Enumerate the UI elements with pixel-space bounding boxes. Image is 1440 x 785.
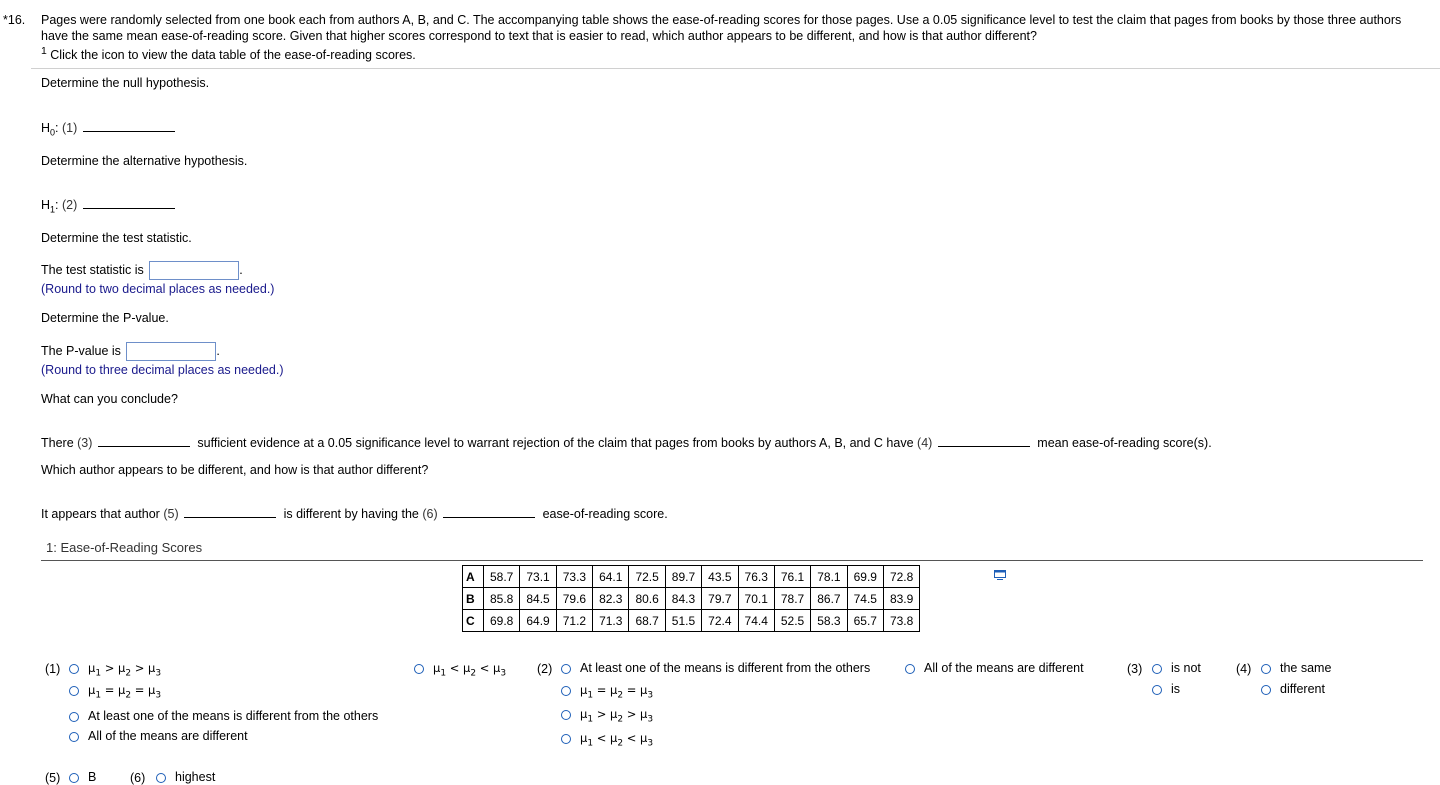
c5-opt-b[interactable]: [69, 770, 96, 784]
table-cell: 79.7: [702, 588, 738, 610]
blank-6-number: (6): [422, 507, 438, 521]
p-label: The P-value is: [41, 343, 121, 358]
mu-eq-text: $\mu_1 = \mu_2 = \mu_3$: [88, 683, 162, 701]
h0-label: $H_0$:: [41, 121, 59, 138]
table-cell: 69.9: [847, 566, 883, 588]
table-rule: [41, 560, 1423, 561]
blank-5[interactable]: [184, 505, 276, 518]
p-line: The P-value is .: [41, 342, 220, 361]
table-cell: 73.3: [556, 566, 592, 588]
choice-3-label: (3): [1127, 662, 1143, 676]
radio-icon[interactable]: [69, 732, 79, 742]
scores-table: [462, 565, 920, 632]
h0-line: [41, 119, 175, 138]
test-statistic-input[interactable]: [149, 261, 239, 280]
table-row: [463, 610, 920, 632]
choice-4-label: (4): [1236, 662, 1252, 676]
c2-atleast-text: At least one of the means is different from the others: [580, 661, 871, 675]
c6-highest-text: highest: [175, 770, 216, 784]
radio-icon[interactable]: [561, 710, 571, 720]
table-cell: 69.8: [484, 610, 520, 632]
table-cell: 79.6: [556, 588, 592, 610]
c1-opt-all[interactable]: [69, 729, 248, 743]
c2-mu-eq-text: $\mu_1 = \mu_2 = \mu_3$: [580, 683, 654, 701]
c1-opt-gt[interactable]: [69, 661, 161, 678]
table-cell: 43.5: [702, 566, 738, 588]
c4-different-text: different: [1280, 682, 1325, 696]
radio-icon[interactable]: [561, 664, 571, 674]
score-end-text: ease-of-reading score.: [542, 507, 668, 521]
table-cell: 84.5: [520, 588, 556, 610]
table-cell: 68.7: [629, 610, 665, 632]
footnote-text: Click the icon to view the data table of the ease-of-reading scores.: [50, 48, 416, 63]
conclusion-line: [41, 434, 1212, 450]
c2-opt-gt[interactable]: [561, 707, 653, 724]
blank-5-number: (5): [163, 507, 179, 521]
p-prompt: Determine the P-value.: [41, 311, 169, 325]
mu-gt-text: $\mu_1 > \mu_2 > \mu_3$: [88, 661, 162, 679]
c3-opt-is[interactable]: [1152, 682, 1180, 696]
blank-3[interactable]: [98, 434, 190, 447]
stat-hint: (Round to two decimal places as needed.): [41, 282, 275, 296]
c2-opt-eq[interactable]: [561, 683, 653, 700]
copy-icon[interactable]: [994, 570, 1006, 580]
c6-opt-highest[interactable]: [156, 770, 215, 784]
stat-prompt: Determine the test statistic.: [41, 231, 192, 245]
question-body: Pages were randomly selected from one book each from authors A, B, and C. The accompanying table shows the ease-of-reading scores for those pages. Use a 0.05 significance level to test the claim that pages from books by those three authors have the same mean ease-of-reading score. Given that higher scores correspond to text that is easier to read, which author appears to be different, and how is that author different?: [41, 13, 1402, 43]
choice-2-label: (2): [537, 662, 553, 676]
table-cell: 72.8: [883, 566, 919, 588]
choice-6-label: (6): [130, 771, 146, 785]
table-cell: 74.4: [738, 610, 774, 632]
table-cell: 64.9: [520, 610, 556, 632]
table-cell: 65.7: [847, 610, 883, 632]
table-cell: 64.1: [593, 566, 629, 588]
separator: [31, 68, 1440, 69]
footnote[interactable]: [41, 44, 1426, 64]
question-text: [41, 13, 1426, 64]
row-label: A: [463, 566, 484, 588]
h1-label: $H_1$:: [41, 198, 59, 215]
author-line: [41, 505, 668, 521]
choice-1-label: (1): [45, 662, 61, 676]
table-cell: 76.3: [738, 566, 774, 588]
c2-opt-atleast[interactable]: [561, 661, 870, 675]
footnote-mark: 1: [41, 46, 47, 57]
blank-2-number: (2): [62, 198, 78, 212]
row-label: B: [463, 588, 484, 610]
c2-all-text: All of the means are different: [924, 661, 1084, 675]
c3-is-text: is: [1171, 682, 1181, 696]
p-hint: (Round to three decimal places as needed.): [41, 363, 284, 377]
blank-1[interactable]: [83, 119, 175, 132]
alt-prompt: Determine the alternative hypothesis.: [41, 154, 248, 168]
c1-all-text: All of the means are different: [88, 729, 248, 743]
table-cell: 70.1: [738, 588, 774, 610]
blank-3-number: (3): [77, 436, 93, 450]
table-cell: 71.3: [593, 610, 629, 632]
there-text: There: [41, 436, 74, 450]
c2-mu-lt-text: $\mu_1 < \mu_2 < \mu_3$: [580, 731, 654, 749]
blank-2[interactable]: [83, 196, 175, 209]
table-cell: 80.6: [629, 588, 665, 610]
table-cell: 72.4: [702, 610, 738, 632]
table-cell: 78.7: [774, 588, 810, 610]
conclude-prompt: What can you conclude?: [41, 392, 178, 406]
table-cell: 58.3: [811, 610, 847, 632]
radio-icon[interactable]: [1261, 685, 1271, 695]
radio-icon[interactable]: [156, 773, 166, 783]
radio-icon[interactable]: [69, 712, 79, 722]
c1-opt-eq[interactable]: [69, 683, 161, 700]
table-row: [463, 566, 920, 588]
which-prompt: Which author appears to be different, and how is that author different?: [41, 463, 429, 477]
end-text: mean ease-of-reading score(s).: [1037, 436, 1212, 450]
table-cell: 78.1: [811, 566, 847, 588]
c1-atleast-text: At least one of the means is different from the others: [88, 709, 379, 723]
radio-icon[interactable]: [69, 686, 79, 696]
question-number: *16.: [3, 13, 26, 27]
blank-4-number: (4): [917, 436, 933, 450]
table-cell: 58.7: [484, 566, 520, 588]
c1-opt-lt[interactable]: [414, 661, 506, 678]
c2-mu-gt-text: $\mu_1 > \mu_2 > \mu_3$: [580, 707, 654, 725]
h1-line: [41, 196, 175, 215]
table-cell: 76.1: [774, 566, 810, 588]
table-cell: 73.8: [883, 610, 919, 632]
table-cell: 73.1: [520, 566, 556, 588]
blank-1-number: (1): [62, 121, 78, 135]
table-cell: 71.2: [556, 610, 592, 632]
stat-line: The test statistic is .: [41, 261, 243, 280]
choice-5-label: (5): [45, 771, 61, 785]
c4-opt-different[interactable]: [1261, 682, 1325, 696]
table-cell: 72.5: [629, 566, 665, 588]
p-value-input[interactable]: [126, 342, 216, 361]
row-label: C: [463, 610, 484, 632]
radio-icon[interactable]: [69, 773, 79, 783]
radio-icon[interactable]: [905, 664, 915, 674]
c1-opt-atleast[interactable]: [69, 709, 378, 723]
table-cell: 89.7: [665, 566, 701, 588]
table-cell: 51.5: [665, 610, 701, 632]
radio-icon[interactable]: [561, 734, 571, 744]
stat-label: The test statistic is: [41, 262, 144, 277]
table-cell: 85.8: [484, 588, 520, 610]
radio-icon[interactable]: [1261, 664, 1271, 674]
c3-opt-isnot[interactable]: [1152, 661, 1201, 675]
radio-icon[interactable]: [69, 664, 79, 674]
table-cell: 84.3: [665, 588, 701, 610]
table-row: [463, 588, 920, 610]
c2-opt-all[interactable]: [905, 661, 1084, 675]
blank-6[interactable]: [443, 505, 535, 518]
null-prompt: Determine the null hypothesis.: [41, 76, 210, 90]
c5-b-text: B: [88, 770, 97, 784]
mid-text: sufficient evidence at a 0.05 significance level to warrant rejection of the claim that pages from books by authors A, B, and C have: [197, 436, 914, 450]
c2-opt-lt[interactable]: [561, 731, 653, 748]
c4-same-text: the same: [1280, 661, 1332, 675]
blank-4[interactable]: [938, 434, 1030, 447]
appears-text: It appears that author: [41, 507, 160, 521]
radio-icon[interactable]: [561, 686, 571, 696]
is-different-text: is different by having the: [283, 507, 419, 521]
table-cell: 83.9: [883, 588, 919, 610]
radio-icon[interactable]: [1152, 685, 1162, 695]
c4-opt-same[interactable]: [1261, 661, 1331, 675]
table-cell: 82.3: [593, 588, 629, 610]
table-cell: 52.5: [774, 610, 810, 632]
table-cell: 74.5: [847, 588, 883, 610]
radio-icon[interactable]: [1152, 664, 1162, 674]
mu-lt-text: $\mu_1 < \mu_2 < \mu_3$: [433, 661, 507, 679]
table-title: 1: Ease-of-Reading Scores: [46, 540, 203, 555]
c3-isnot-text: is not: [1171, 661, 1201, 675]
radio-icon[interactable]: [414, 664, 424, 674]
table-cell: 86.7: [811, 588, 847, 610]
